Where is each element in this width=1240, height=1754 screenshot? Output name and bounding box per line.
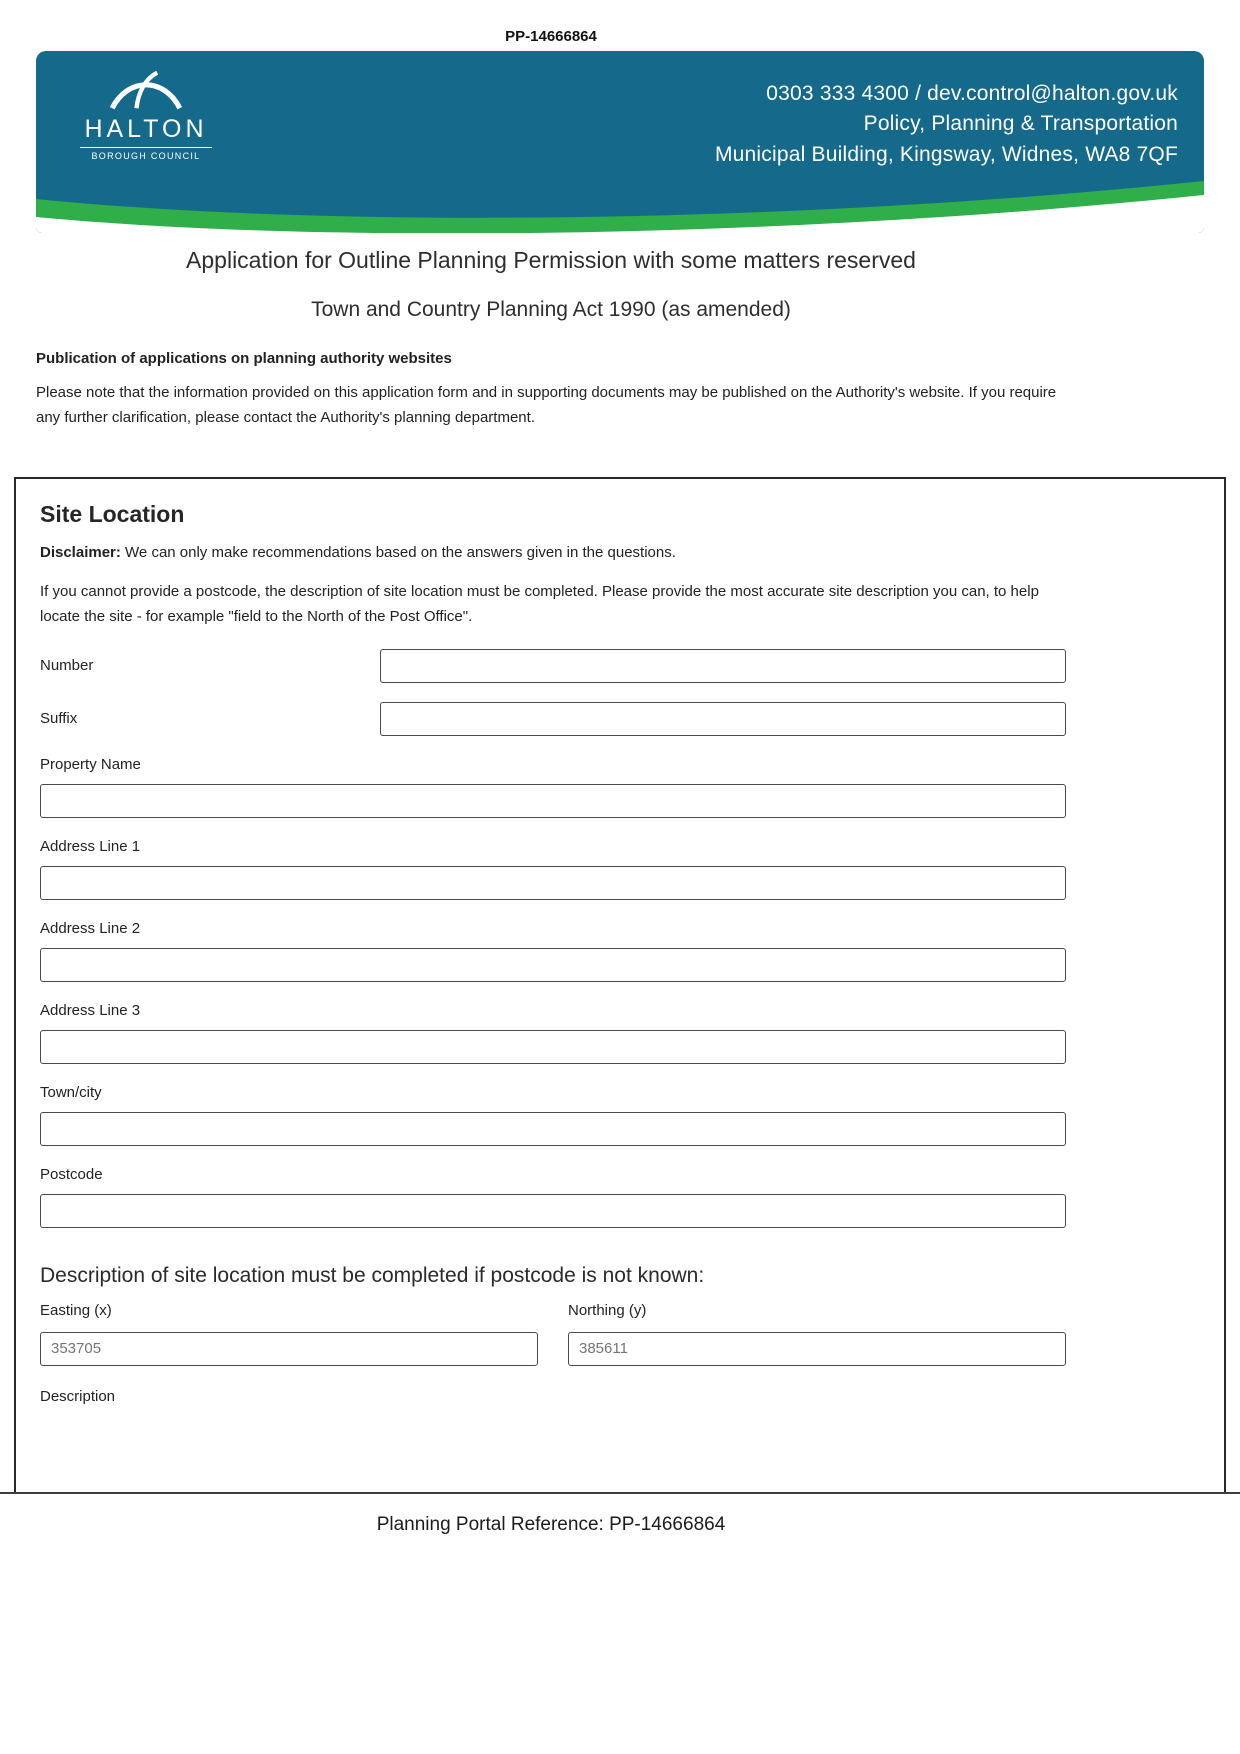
form-reference: PP-14666864 [505, 28, 597, 45]
address-line-3-label: Address Line 3 [40, 1001, 141, 1019]
field-address-line-1 [40, 838, 1066, 900]
address-line-1-input[interactable] [40, 866, 1066, 900]
field-postcode [40, 1166, 1066, 1228]
halton-bridge-icon [107, 67, 185, 113]
postcode-input[interactable] [40, 1194, 1066, 1228]
field-northing [568, 1302, 1066, 1366]
town-city-input[interactable] [40, 1112, 1066, 1146]
address-line-1-label: Address Line 1 [40, 837, 141, 855]
contact-phone-email: 0303 333 4300 / dev.control@halton.gov.uk [766, 82, 1178, 105]
suffix-label: Suffix [40, 710, 78, 727]
suffix-input[interactable] [380, 702, 1066, 736]
field-number [40, 649, 1066, 683]
logo-text: HALTON [84, 115, 208, 143]
address-line-2-label: Address Line 2 [40, 919, 141, 937]
disclaimer [40, 544, 1066, 561]
planning-portal-reference: Planning Portal Reference: PP-14666864 [376, 1513, 726, 1535]
field-property-name [40, 756, 1066, 818]
publication-text: Please note that the information provided on this application form and in supporting documents may be published on the Authority's website. If you require any further clarification, please contact the Authority's planning department. [36, 384, 1057, 426]
header-banner [36, 51, 1204, 233]
northing-input[interactable] [568, 1332, 1066, 1366]
description-section-heading: Description of site location must be completed if postcode is not known: [40, 1263, 705, 1287]
easting-input[interactable] [40, 1332, 538, 1366]
field-address-line-2 [40, 920, 1066, 982]
banner-swoosh [36, 171, 1204, 233]
disclaimer-text: We can only make recommendations based on the answers given in the questions. [120, 543, 676, 561]
postcode-label: Postcode [40, 1165, 103, 1183]
contact-block [715, 79, 1178, 170]
field-town-city [40, 1084, 1066, 1146]
footer-divider [0, 1492, 1240, 1494]
field-suffix [40, 702, 1066, 736]
disclaimer-label: Disclaimer: [40, 543, 121, 561]
contact-department: Policy, Planning & Transportation [863, 112, 1178, 136]
description-label: Description [40, 1387, 116, 1405]
address-line-2-input[interactable] [40, 948, 1066, 982]
postcode-instructions: If you cannot provide a postcode, the description of site location must be completed. Please provide the most accurate site description you can, to help locate the site - for example "field to the North of the Post Office". [40, 582, 1039, 625]
page-title: Application for Outline Planning Permission with some matters reserved [186, 247, 916, 273]
number-input[interactable] [380, 649, 1066, 683]
field-easting [40, 1302, 538, 1366]
field-address-line-3 [40, 1002, 1066, 1064]
site-location-section [14, 477, 1226, 1492]
town-city-label: Town/city [40, 1083, 102, 1101]
logo-subtext: BOROUGH COUNCIL [80, 147, 212, 161]
number-label: Number [40, 657, 94, 674]
publication-heading: Publication of applications on planning authority websites [36, 350, 452, 367]
section-title: Site Location [40, 500, 185, 527]
easting-label: Easting (x) [40, 1301, 112, 1319]
address-line-3-input[interactable] [40, 1030, 1066, 1064]
northing-label: Northing (y) [568, 1301, 647, 1319]
property-name-label: Property Name [40, 755, 141, 773]
property-name-input[interactable] [40, 784, 1066, 818]
contact-address: Municipal Building, Kingsway, Widnes, WA8 7QF [714, 142, 1178, 166]
halton-logo [80, 67, 212, 161]
page-subtitle: Town and Country Planning Act 1990 (as amended) [311, 298, 791, 321]
coordinates-row [40, 1302, 1066, 1366]
